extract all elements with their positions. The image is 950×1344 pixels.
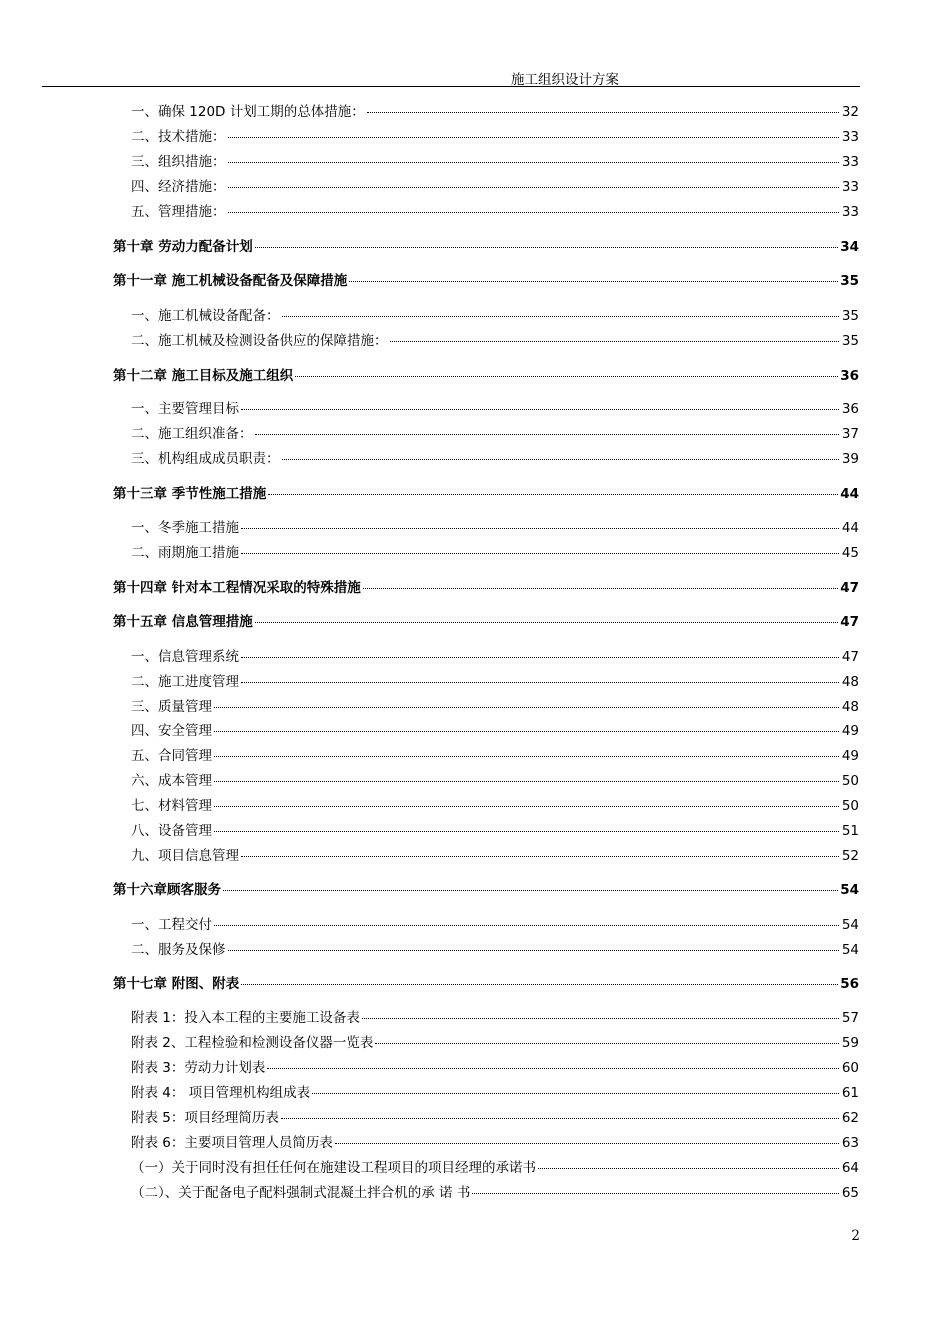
- toc-entry-label: 四、经济措施：: [131, 179, 226, 195]
- dot-leader: [349, 281, 838, 282]
- toc-section-entry[interactable]: [131, 543, 859, 563]
- dot-leader: [472, 1193, 839, 1194]
- toc-section-entry[interactable]: [131, 1133, 859, 1153]
- toc-entry-label: （一）关于同时没有担任任何在施建设工程项目的项目经理的承诺书: [131, 1160, 536, 1176]
- dot-leader: [228, 162, 840, 163]
- toc-entry-label: 二、服务及保修: [131, 942, 226, 958]
- dot-leader: [390, 341, 840, 342]
- toc-section-entry[interactable]: [131, 672, 859, 692]
- toc-entry-label: 附表 1：投入本工程的主要施工设备表: [131, 1010, 360, 1026]
- dot-leader: [268, 494, 838, 495]
- toc-entry-page: 64: [841, 1160, 859, 1176]
- dot-leader: [363, 588, 839, 589]
- toc-entry-page: 37: [841, 426, 859, 442]
- toc-entry-label: 附表 5：项目经理简历表: [131, 1110, 279, 1126]
- toc-entry-label: 四、安全管理: [131, 723, 212, 739]
- dot-leader: [214, 831, 839, 832]
- toc-entry-page: 54: [840, 882, 859, 898]
- toc-entry-page: 49: [841, 723, 859, 739]
- toc-entry-page: 65: [841, 1185, 859, 1201]
- toc-entry-label: 一、冬季施工措施: [131, 520, 239, 536]
- dot-leader: [228, 212, 840, 213]
- dot-leader: [214, 731, 839, 732]
- toc-entry-label: 附表 6：主要项目管理人员简历表: [131, 1135, 333, 1151]
- dot-leader: [214, 707, 839, 708]
- toc-entry-label: 第十五章 信息管理措施: [113, 614, 253, 630]
- toc-entry-page: 52: [841, 848, 859, 864]
- toc-section-entry[interactable]: [131, 1058, 859, 1078]
- toc-entry-page: 48: [841, 674, 859, 690]
- dot-leader: [228, 137, 840, 138]
- toc-section-entry[interactable]: [131, 518, 859, 538]
- toc-entry-label: 附表 2、工程检验和检测设备仪器一览表: [131, 1035, 374, 1051]
- dot-leader: [214, 925, 839, 926]
- toc-entry-page: 35: [841, 308, 859, 324]
- toc-entry-page: 47: [841, 649, 859, 665]
- toc-section-entry[interactable]: [131, 306, 859, 326]
- toc-entry-label: 二、施工进度管理: [131, 674, 239, 690]
- toc-entry-page: 54: [841, 942, 859, 958]
- toc-entry-page: 44: [841, 520, 859, 536]
- header-divider: [42, 86, 860, 87]
- toc-section-entry[interactable]: [131, 399, 859, 419]
- toc-section-entry[interactable]: [131, 796, 859, 816]
- toc-entry-label: 第十六章顾客服务: [113, 882, 221, 898]
- toc-entry-label: 二、技术措施：: [131, 129, 226, 145]
- toc-entry-page: 33: [841, 154, 859, 170]
- toc-entry-page: 50: [841, 798, 859, 814]
- toc-entry-label: 二、雨期施工措施: [131, 545, 239, 561]
- dot-leader: [538, 1168, 839, 1169]
- dot-leader: [362, 1018, 839, 1019]
- page-number: 2: [851, 1228, 860, 1244]
- toc-entry-page: 60: [841, 1060, 859, 1076]
- toc-entry-label: 七、材料管理: [131, 798, 212, 814]
- dot-leader: [255, 434, 840, 435]
- toc-section-entry[interactable]: [131, 771, 859, 791]
- toc-entry-label: 九、项目信息管理: [131, 848, 239, 864]
- dot-leader: [295, 376, 838, 377]
- toc-entry-page: 51: [841, 823, 859, 839]
- toc-section-entry[interactable]: [131, 1083, 859, 1103]
- toc-entry-label: 六、成本管理: [131, 773, 212, 789]
- toc-entry-page: 35: [840, 273, 859, 289]
- dot-leader: [241, 984, 838, 985]
- toc-section-entry[interactable]: [131, 1158, 859, 1178]
- toc-section-entry[interactable]: [131, 697, 859, 717]
- toc-section-entry[interactable]: [131, 1183, 859, 1203]
- toc-section-entry[interactable]: [131, 202, 859, 222]
- toc-chapter-entry[interactable]: [113, 484, 859, 504]
- toc-entry-page: 44: [840, 486, 859, 502]
- toc-section-entry[interactable]: [131, 721, 859, 741]
- toc-section-entry[interactable]: [131, 102, 859, 122]
- toc-entry-page: 33: [841, 129, 859, 145]
- toc-entry-label: 一、信息管理系统: [131, 649, 239, 665]
- dot-leader: [214, 806, 839, 807]
- toc-entry-label: 五、合同管理: [131, 748, 212, 764]
- toc-entry-page: 33: [841, 204, 859, 220]
- toc-entry-page: 36: [841, 401, 859, 417]
- toc-entry-label: 二、施工机械及检测设备供应的保障措施：: [131, 333, 388, 349]
- dot-leader: [282, 316, 840, 317]
- toc-entry-page: 54: [841, 917, 859, 933]
- dot-leader: [214, 756, 839, 757]
- dot-leader: [241, 409, 839, 410]
- toc-entry-label: 第十三章 季节性施工措施: [113, 486, 267, 502]
- toc-section-entry[interactable]: [131, 127, 859, 147]
- toc-entry-page: 36: [840, 368, 859, 384]
- toc-entry-page: 33: [841, 179, 859, 195]
- toc-entry-page: 47: [840, 614, 859, 630]
- toc-entry-page: 48: [841, 699, 859, 715]
- toc-entry-label: 一、主要管理目标: [131, 401, 239, 417]
- toc-section-entry[interactable]: [131, 449, 859, 469]
- toc-entry-label: 三、质量管理: [131, 699, 212, 715]
- toc-section-entry[interactable]: [131, 1033, 859, 1053]
- toc-chapter-entry[interactable]: [113, 237, 859, 257]
- dot-leader: [312, 1093, 839, 1094]
- dot-leader: [255, 622, 839, 623]
- toc-entry-label: 第十一章 施工机械设备配备及保障措施: [113, 273, 348, 289]
- dot-leader: [241, 856, 839, 857]
- dot-leader: [367, 112, 839, 113]
- toc-chapter-entry[interactable]: [113, 974, 859, 994]
- dot-leader: [281, 1118, 839, 1119]
- toc-section-entry[interactable]: [131, 1108, 859, 1128]
- toc-entry-page: 50: [841, 773, 859, 789]
- toc-entry-label: 三、机构组成成员职责：: [131, 451, 280, 467]
- toc-entry-label: 附表 3：劳动力计划表: [131, 1060, 266, 1076]
- toc-section-entry[interactable]: [131, 940, 859, 960]
- toc-entry-label: 二、施工组织准备：: [131, 426, 253, 442]
- toc-entry-page: 57: [841, 1010, 859, 1026]
- dot-leader: [335, 1143, 839, 1144]
- toc-entry-page: 35: [841, 333, 859, 349]
- toc-entry-page: 61: [841, 1085, 859, 1101]
- toc-entry-label: 五、管理措施：: [131, 204, 226, 220]
- toc-entry-label: 八、设备管理: [131, 823, 212, 839]
- toc-entry-label: 一、工程交付: [131, 917, 212, 933]
- toc-entry-page: 32: [841, 104, 859, 120]
- dot-leader: [241, 657, 839, 658]
- toc-section-entry[interactable]: [131, 177, 859, 197]
- dot-leader: [228, 950, 840, 951]
- toc-entry-page: 49: [841, 748, 859, 764]
- toc-entry-label: 一、施工机械设备配备：: [131, 308, 280, 324]
- page-header-title: 施工组织设计方案: [511, 72, 619, 88]
- toc-entry-page: 34: [840, 239, 859, 255]
- toc-entry-label: 一、确保 120D 计划工期的总体措施：: [131, 104, 365, 120]
- toc-entry-label: 三、组织措施：: [131, 154, 226, 170]
- toc-entry-label: 第十章 劳动力配备计划: [113, 239, 253, 255]
- toc-entry-label: （二）、关于配备电子配料强制式混凝土拌合机的承 诺 书: [131, 1185, 471, 1201]
- toc-entry-label: 第十四章 针对本工程情况采取的特殊措施: [113, 580, 361, 596]
- toc-section-entry[interactable]: [131, 647, 859, 667]
- dot-leader: [223, 890, 838, 891]
- toc-chapter-entry[interactable]: [113, 578, 859, 598]
- toc-section-entry[interactable]: [131, 846, 859, 866]
- toc-entry-page: 39: [841, 451, 859, 467]
- toc-section-entry[interactable]: [131, 331, 859, 351]
- toc-section-entry[interactable]: [131, 915, 859, 935]
- toc-section-entry[interactable]: [131, 152, 859, 172]
- toc-entry-page: 63: [841, 1135, 859, 1151]
- dot-leader: [228, 187, 840, 188]
- dot-leader: [214, 781, 839, 782]
- toc-entry-label: 附表 4： 项目管理机构组成表: [131, 1085, 311, 1101]
- toc-chapter-entry[interactable]: [113, 271, 859, 291]
- toc-entry-page: 59: [841, 1035, 859, 1051]
- toc-section-entry[interactable]: [131, 821, 859, 841]
- toc-section-entry[interactable]: [131, 424, 859, 444]
- toc-chapter-entry[interactable]: [113, 366, 859, 386]
- dot-leader: [241, 528, 839, 529]
- toc-section-entry[interactable]: [131, 1008, 859, 1028]
- toc-entry-page: 56: [840, 976, 859, 992]
- dot-leader: [255, 247, 839, 248]
- dot-leader: [241, 553, 839, 554]
- dot-leader: [375, 1043, 839, 1044]
- toc-entry-label: 第十七章 附图、附表: [113, 976, 240, 992]
- dot-leader: [267, 1068, 839, 1069]
- toc-entry-page: 45: [841, 545, 859, 561]
- toc-entry-label: 第十二章 施工目标及施工组织: [113, 368, 294, 384]
- toc-section-entry[interactable]: [131, 746, 859, 766]
- toc-entry-page: 62: [841, 1110, 859, 1126]
- dot-leader: [241, 682, 839, 683]
- toc-entry-page: 47: [840, 580, 859, 596]
- toc-chapter-entry[interactable]: [113, 612, 859, 632]
- dot-leader: [282, 459, 840, 460]
- toc-chapter-entry[interactable]: [113, 880, 859, 900]
